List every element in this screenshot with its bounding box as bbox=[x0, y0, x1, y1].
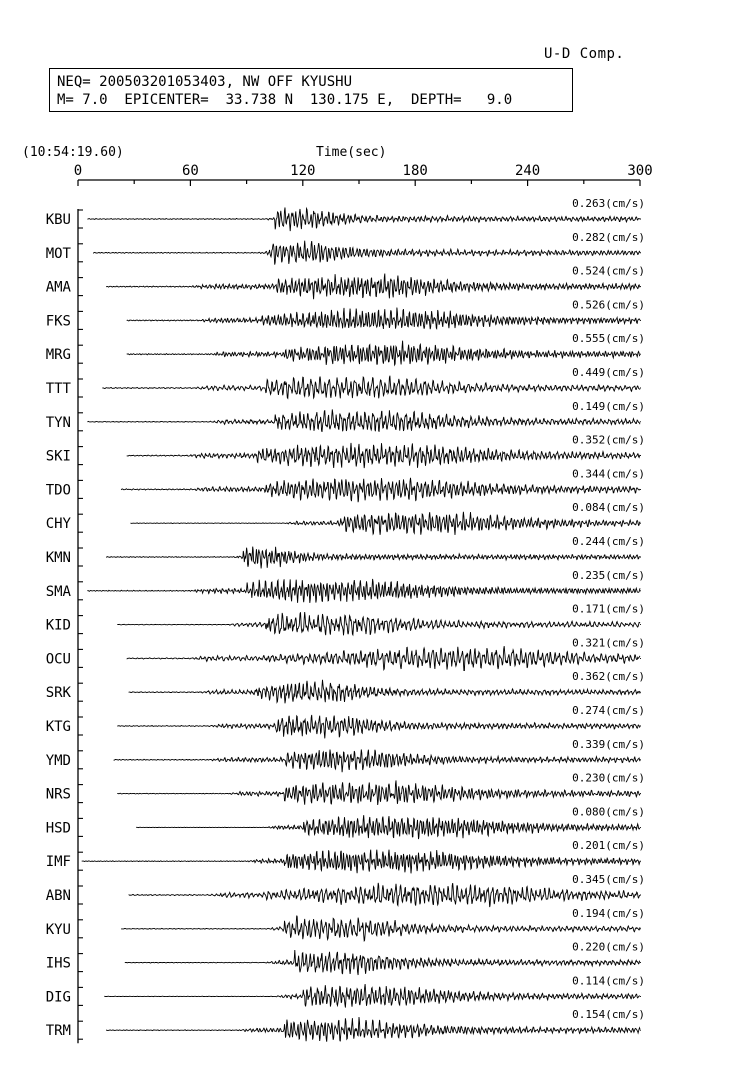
amplitude-label: 0.352(cm/s) bbox=[572, 433, 645, 447]
waveform-trace bbox=[87, 409, 640, 432]
start-time-label: (10:54:19.60) bbox=[22, 145, 124, 160]
x-axis-title: Time(sec) bbox=[316, 145, 387, 160]
station-label: AMA bbox=[45, 279, 71, 296]
waveform-trace bbox=[117, 715, 640, 739]
station-label: SRK bbox=[45, 685, 71, 702]
station-label: TYN bbox=[45, 414, 71, 431]
waveform-trace bbox=[87, 208, 640, 232]
amplitude-label: 0.345(cm/s) bbox=[572, 873, 645, 886]
waveform-trace bbox=[121, 478, 640, 502]
amplitude-label: 0.149(cm/s) bbox=[572, 399, 645, 413]
amplitude-label: 0.344(cm/s) bbox=[572, 467, 645, 481]
x-tick-label: 60 bbox=[181, 163, 199, 179]
amplitude-label: 0.154(cm/s) bbox=[572, 1008, 645, 1022]
waveform-trace bbox=[106, 274, 640, 300]
station-label: HSD bbox=[45, 820, 71, 837]
station-label: KMN bbox=[45, 550, 71, 566]
station-label: FKS bbox=[45, 313, 71, 330]
station-label: KID bbox=[45, 617, 71, 634]
amplitude-label: 0.080(cm/s) bbox=[572, 805, 645, 819]
station-label: KBU bbox=[45, 212, 71, 228]
station-label: OCU bbox=[45, 651, 71, 668]
waveform-trace bbox=[117, 612, 640, 635]
station-label: NRS bbox=[45, 786, 71, 803]
waveform-trace bbox=[87, 579, 640, 603]
x-tick-label: 0 bbox=[73, 163, 83, 179]
waveform-trace bbox=[125, 950, 640, 975]
waveform-trace bbox=[121, 916, 640, 941]
waveform-trace bbox=[114, 750, 640, 773]
amplitude-label: 0.524(cm/s) bbox=[572, 264, 645, 278]
station-label: KYU bbox=[45, 921, 71, 938]
amplitude-label: 0.362(cm/s) bbox=[572, 670, 645, 684]
station-label: IMF bbox=[45, 854, 71, 871]
amplitude-label: 0.526(cm/s) bbox=[572, 298, 645, 312]
amplitude-label: 0.282(cm/s) bbox=[572, 230, 645, 244]
x-tick-label: 120 bbox=[290, 163, 316, 179]
amplitude-label: 0.114(cm/s) bbox=[572, 974, 645, 988]
waveform-trace bbox=[127, 443, 640, 468]
amplitude-label: 0.555(cm/s) bbox=[572, 332, 645, 346]
amplitude-label: 0.194(cm/s) bbox=[572, 906, 645, 920]
amplitude-label: 0.235(cm/s) bbox=[572, 568, 645, 582]
event-info-line1: NEQ= 200503201053403, NW OFF KYUSHU bbox=[57, 74, 353, 90]
waveform-trace bbox=[127, 341, 640, 365]
waveform-trace bbox=[106, 1017, 640, 1042]
station-label: DIG bbox=[45, 989, 71, 1006]
amplitude-label: 0.201(cm/s) bbox=[572, 839, 645, 853]
component-label: U-D Comp. bbox=[544, 46, 625, 62]
station-label: MRG bbox=[45, 347, 71, 364]
station-label: TTT bbox=[45, 381, 71, 397]
waveform-trace bbox=[127, 308, 640, 330]
station-label: IHS bbox=[45, 955, 71, 972]
amplitude-label: 0.449(cm/s) bbox=[572, 366, 645, 379]
station-label: MOT bbox=[45, 245, 71, 262]
station-label: SMA bbox=[45, 583, 71, 600]
amplitude-label: 0.244(cm/s) bbox=[572, 535, 645, 548]
station-label: TRM bbox=[45, 1023, 71, 1040]
waveform-trace bbox=[131, 512, 641, 535]
amplitude-label: 0.263(cm/s) bbox=[572, 197, 645, 210]
station-label: TDO bbox=[45, 482, 71, 499]
amplitude-label: 0.084(cm/s) bbox=[572, 501, 645, 515]
station-label: KTG bbox=[45, 719, 71, 735]
x-tick-label: 180 bbox=[402, 163, 428, 179]
waveform-trace bbox=[82, 850, 640, 874]
waveform-trace bbox=[104, 984, 640, 1008]
amplitude-label: 0.220(cm/s) bbox=[572, 940, 645, 954]
x-tick-label: 300 bbox=[627, 163, 653, 179]
amplitude-label: 0.321(cm/s) bbox=[572, 636, 645, 650]
amplitude-label: 0.339(cm/s) bbox=[572, 737, 645, 751]
amplitude-label: 0.274(cm/s) bbox=[572, 704, 645, 717]
amplitude-label: 0.230(cm/s) bbox=[572, 771, 645, 785]
event-info-line2: M= 7.0 EPICENTER= 33.738 N 130.175 E, DEPTH= 9.0 bbox=[57, 92, 513, 108]
station-label: ABN bbox=[45, 888, 71, 904]
waveform-trace bbox=[127, 646, 640, 670]
waveform-trace bbox=[106, 547, 640, 569]
station-label: CHY bbox=[45, 516, 71, 533]
amplitude-label: 0.171(cm/s) bbox=[572, 602, 645, 616]
station-label: YMD bbox=[45, 752, 71, 769]
waveform-trace bbox=[93, 241, 640, 265]
waveform-trace bbox=[136, 815, 640, 839]
waveform-trace bbox=[129, 883, 640, 907]
station-label: SKI bbox=[45, 448, 71, 465]
waveform-trace bbox=[117, 780, 640, 805]
waveform-trace bbox=[102, 376, 640, 399]
waveform-trace bbox=[129, 680, 640, 704]
x-tick-label: 240 bbox=[514, 163, 541, 179]
